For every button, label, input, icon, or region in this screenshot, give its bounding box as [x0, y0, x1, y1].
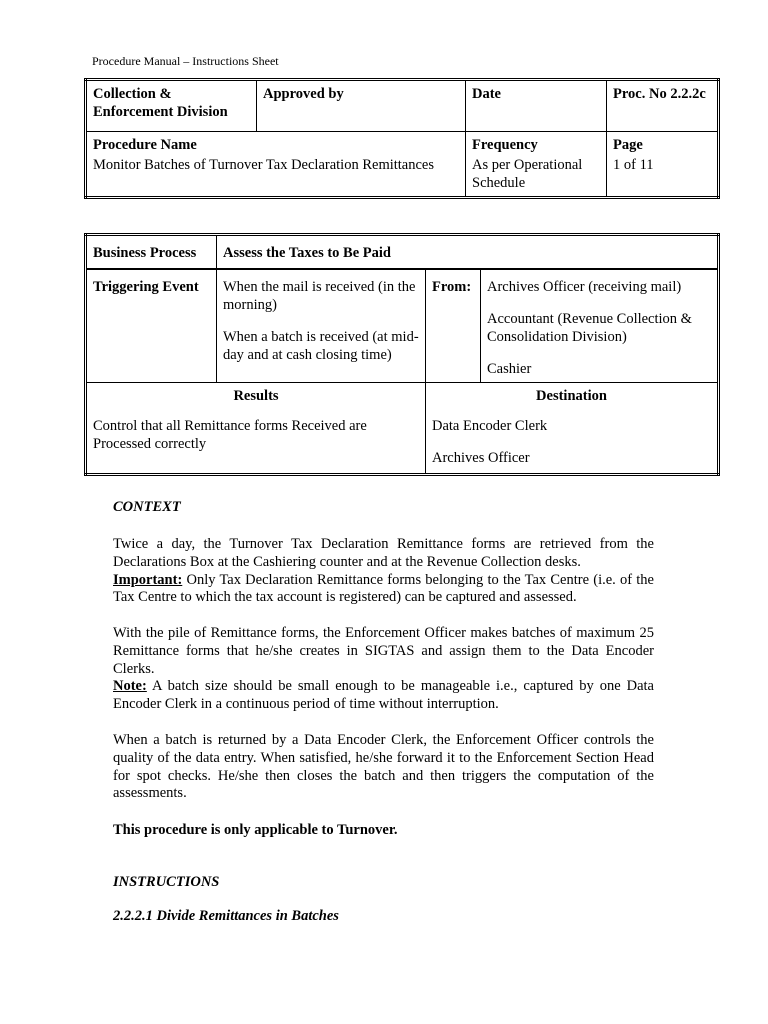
date-cell: Date	[466, 80, 607, 132]
applicability-note: This procedure is only applicable to Turnover.	[113, 822, 398, 838]
division-cell: Collection & Enforcement Division	[86, 80, 257, 132]
approved-by-cell: Approved by	[257, 80, 466, 132]
procedure-name-cell: Procedure Name Monitor Batches of Turnover Tax Declaration Remittances	[86, 132, 466, 198]
context-heading: CONTEXT	[113, 499, 181, 515]
procedure-header-table	[84, 78, 720, 199]
frequency-value: As per Operational Schedule	[472, 157, 583, 191]
context-paragraph-1: Twice a day, the Turnover Tax Declaration Remittance forms are retrieved from the Declarations Box at the Cashiering counter and at the Revenue Collection desks. Important: Only Tax Declaration Remittance forms belonging to the Tax Centre (i.e. of the Tax Centre to which the tax account is registered) can be captured and assessed.	[113, 536, 654, 606]
business-process-value: Assess the Taxes to Be Paid	[217, 235, 719, 269]
destination-cell: Destination Data Encoder Clerk Archives Officer	[426, 382, 719, 474]
business-process-table	[84, 233, 720, 476]
page-header: Procedure Manual – Instructions Sheet	[92, 54, 279, 68]
from-label: From:	[426, 269, 481, 383]
context-paragraph-3: When a batch is returned by a Data Encoder Clerk, the Enforcement Officer controls the quality of the data entry. When satisfied, he/she forward it to the Enforcement Section Head for spot checks. He/she then closes the batch and then triggers the computation of the assessments.	[113, 732, 654, 802]
note-label: Note:	[113, 678, 147, 695]
important-label: Important:	[113, 571, 183, 588]
proc-no-cell: Proc. No 2.2.2c	[607, 80, 719, 132]
section-subheading: 2.2.2.1 Divide Remittances in Batches	[113, 908, 339, 924]
from-sources: Archives Officer (receiving mail) Accountant (Revenue Collection & Consolidation Division) Cashier	[481, 269, 719, 383]
page-cell: Page 1 of 11	[607, 132, 719, 198]
page-value: 1 of 11	[613, 157, 654, 173]
context-paragraph-2: With the pile of Remittance forms, the Enforcement Officer makes batches of maximum 25 Remittance forms that he/she creates in SIGTAS and assign them to the Data Encoder Clerks. Note: A batch size should be small enough to be manageable i.e., captured by one Data Encoder Clerk in a continuous period of time without interruption.	[113, 625, 654, 713]
procedure-name: Monitor Batches of Turnover Tax Declaration Remittances	[93, 157, 435, 173]
frequency-cell: Frequency As per Operational Schedule	[466, 132, 607, 198]
instructions-heading: INSTRUCTIONS	[113, 874, 220, 890]
business-process-label: Business Process	[86, 235, 217, 269]
triggering-events: When the mail is received (in the morning) When a batch is received (at mid-day and at cash closing time)	[217, 269, 426, 383]
triggering-event-label: Triggering Event	[86, 269, 217, 383]
results-cell: Results Control that all Remittance forms Received are Processed correctly	[86, 382, 426, 474]
